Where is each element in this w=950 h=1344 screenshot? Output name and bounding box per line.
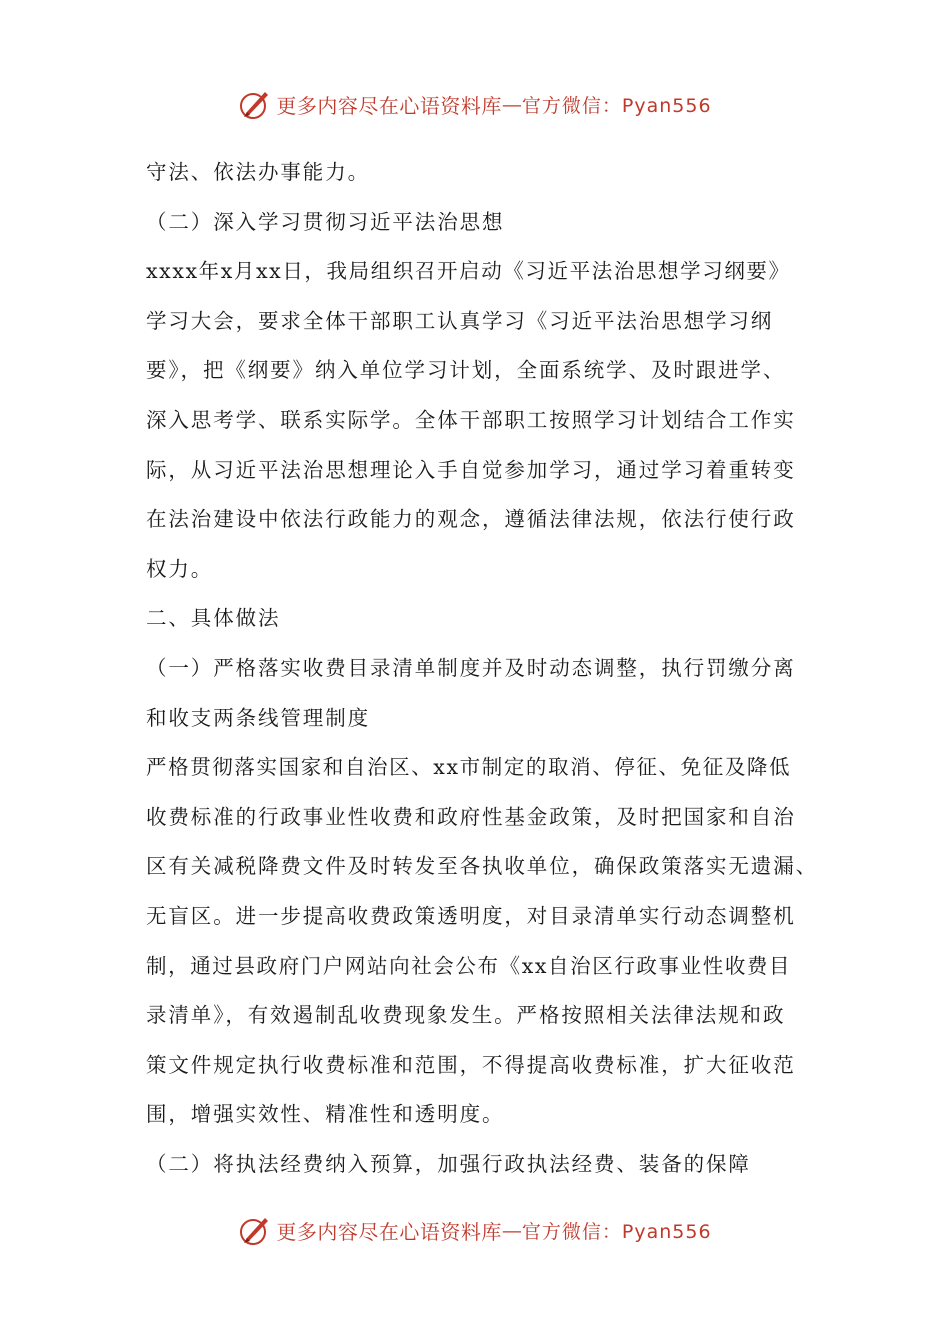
quill-logo-icon bbox=[238, 1213, 272, 1247]
body-line: 权力。 bbox=[146, 556, 214, 581]
section-heading: 和收支两条线管理制度 bbox=[146, 705, 370, 730]
body-line: 在法治建设中依法行政能力的观念，遵循法律法规，依法行使行政 bbox=[146, 507, 796, 532]
body-line: 学习大会，要求全体干部职工认真学习《习近平法治思想学习纲 bbox=[146, 308, 774, 333]
header-banner bbox=[0, 84, 950, 124]
banner-text: 更多内容尽在心语资料库 bbox=[276, 93, 502, 118]
quill-logo-icon bbox=[238, 87, 272, 121]
body-line: 制，通过县政府门户网站向社会公布《xx自治区行政事业性收费目 bbox=[146, 953, 792, 978]
footer-banner bbox=[0, 1210, 950, 1250]
body-line: 要》，把《纲要》纳入单位学习计划，全面系统学、及时跟进学、 bbox=[146, 358, 786, 383]
section-heading: （二）深入学习贯彻习近平法治思想 bbox=[146, 209, 505, 234]
banner-text: 更多内容尽在心语资料库 bbox=[276, 1219, 502, 1244]
banner-wechat: 官方微信：Pyan556 bbox=[521, 1220, 712, 1243]
section-heading: （二）将执法经费纳入预算，加强行政执法经费、装备的保障 bbox=[146, 1151, 751, 1176]
body-line: xxxx年x月xx日，我局组织召开启动《习近平法治思想学习纲要》 bbox=[146, 259, 791, 284]
body-line: 严格贯彻落实国家和自治区、xx市制定的取消、停征、免征及降低 bbox=[146, 755, 792, 780]
body-line: 守法、依法办事能力。 bbox=[146, 160, 370, 184]
body-line: 深入思考学、联系实际学。全体干部职工按照学习计划结合工作实 bbox=[146, 407, 796, 432]
body-line: 收费标准的行政事业性收费和政府性基金政策，及时把国家和自治 bbox=[146, 804, 796, 829]
document-body bbox=[146, 148, 818, 1189]
banner-dash: — bbox=[501, 1218, 522, 1242]
body-line: 策文件规定执行收费标准和范围，不得提高收费标准，扩大征收范 bbox=[146, 1052, 796, 1077]
banner-wechat: 官方微信：Pyan556 bbox=[521, 94, 712, 117]
body-line: 围，增强实效性、精准性和透明度。 bbox=[146, 1102, 505, 1127]
body-line: 际，从习近平法治思想理论入手自觉参加学习，通过学习着重转变 bbox=[146, 457, 796, 482]
body-line: 无盲区。进一步提高收费政策透明度，对目录清单实行动态调整机 bbox=[146, 903, 796, 928]
body-line: 区有关减税降费文件及时转发至各执收单位，确保政策落实无遗漏、 bbox=[146, 854, 818, 879]
body-line: 录清单》，有效遏制乱收费现象发生。严格按照相关法律法规和政 bbox=[146, 1003, 786, 1028]
section-heading: （一）严格落实收费目录清单制度并及时动态调整，执行罚缴分离 bbox=[146, 655, 796, 680]
banner-dash: — bbox=[501, 92, 522, 116]
section-heading: 二、具体做法 bbox=[146, 606, 281, 631]
